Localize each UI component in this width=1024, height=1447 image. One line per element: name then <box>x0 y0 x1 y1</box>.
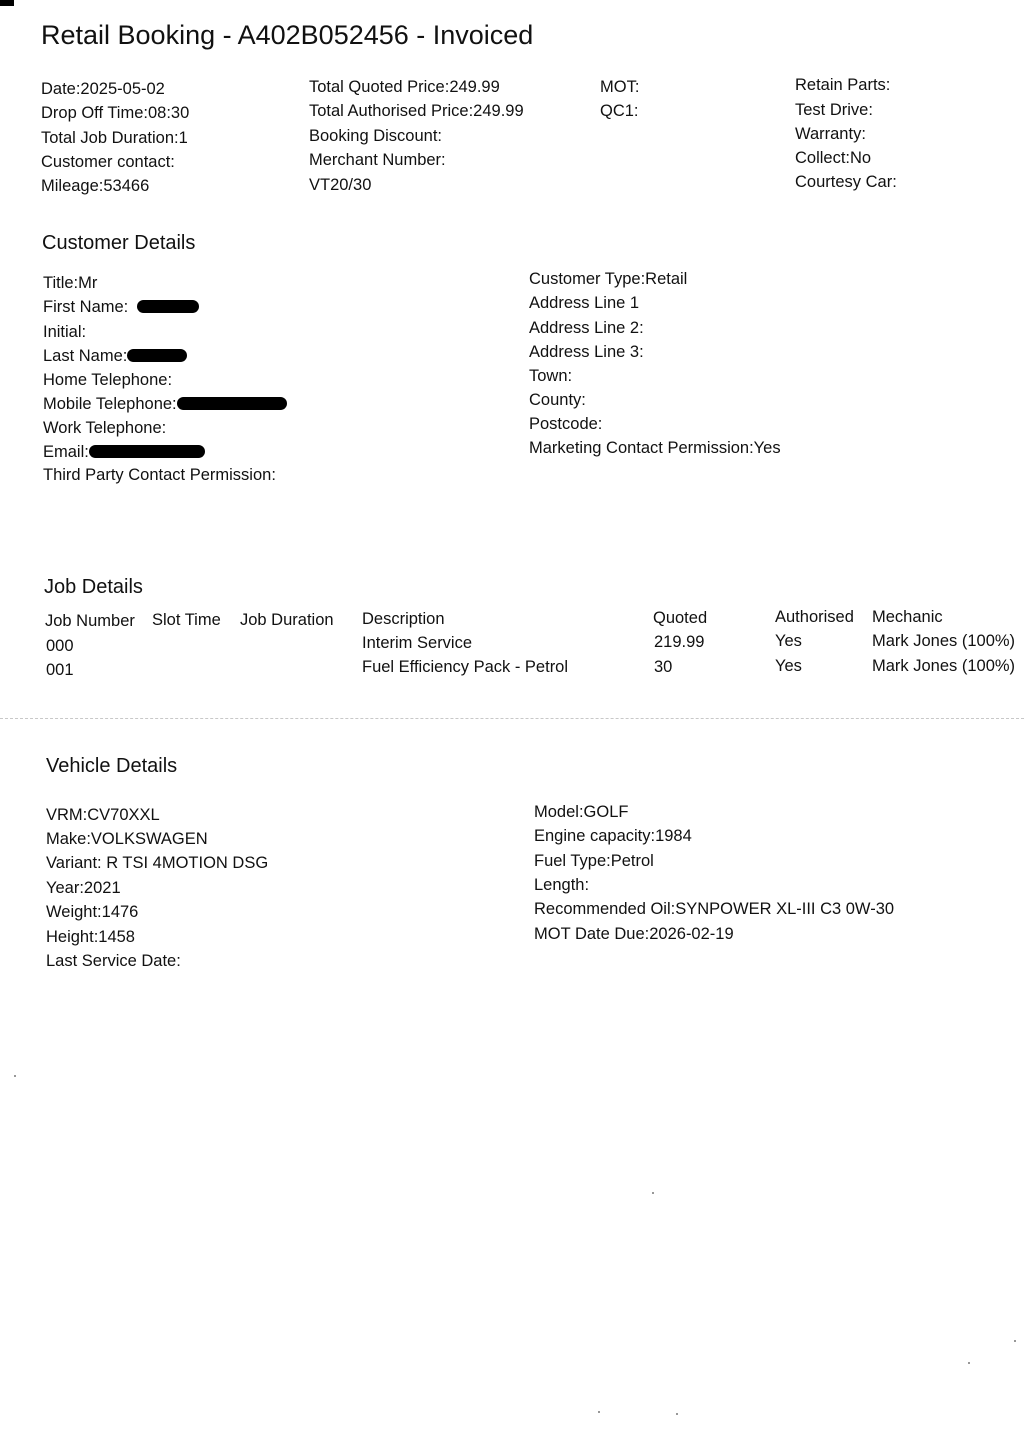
vehicle-recommended-oil: Recommended Oil:SYNPOWER XL-III C3 0W-30 <box>534 900 895 918</box>
vehicle-weight: Weight:1476 <box>46 903 139 921</box>
scan-corner-mark <box>0 0 14 6</box>
summary-date: Date:2025-05-02 <box>41 80 165 98</box>
summary-customer-contact: Customer contact: <box>41 153 175 171</box>
summary-total-authorised-price: Total Authorised Price:249.99 <box>309 102 524 120</box>
customer-third-party-permission: Third Party Contact Permission: <box>43 466 276 484</box>
summary-drop-off-time: Drop Off Time:08:30 <box>41 104 190 122</box>
customer-title: Title:Mr <box>43 274 98 292</box>
summary-total-job-duration: Total Job Duration:1 <box>41 129 188 147</box>
job-header-job-duration: Job Duration <box>240 611 334 629</box>
scan-speck <box>1014 1340 1016 1342</box>
scan-speck <box>652 1192 654 1194</box>
customer-mobile-telephone-label: Mobile Telephone: <box>43 395 177 413</box>
redaction-mark <box>89 445 205 458</box>
job-row-0-mechanic: Mark Jones (100%) <box>872 632 1016 650</box>
vehicle-last-service-date: Last Service Date: <box>46 952 181 970</box>
customer-postcode: Postcode: <box>529 415 603 433</box>
job-row-1-job-number: 001 <box>46 661 74 679</box>
job-row-0-job-number: 000 <box>46 637 74 655</box>
vehicle-length: Length: <box>534 876 590 894</box>
customer-last-name-label: Last Name: <box>43 347 128 365</box>
summary-mileage: Mileage:53466 <box>41 177 150 195</box>
customer-address-line-3: Address Line 3: <box>529 343 644 361</box>
summary-vt-code: VT20/30 <box>309 176 372 194</box>
customer-type: Customer Type:Retail <box>529 270 688 288</box>
summary-booking-discount: Booking Discount: <box>309 127 442 145</box>
summary-qc1: QC1: <box>600 102 639 120</box>
scan-speck <box>968 1362 970 1364</box>
scan-speck <box>676 1413 678 1415</box>
customer-details-heading: Customer Details <box>42 232 196 254</box>
vehicle-model: Model:GOLF <box>534 803 629 821</box>
summary-test-drive: Test Drive: <box>795 101 873 119</box>
job-row-0-description: Interim Service <box>362 634 473 652</box>
customer-work-telephone: Work Telephone: <box>43 419 167 437</box>
job-row-1-authorised: Yes <box>775 657 802 675</box>
job-header-authorised: Authorised <box>775 608 854 626</box>
summary-courtesy-car: Courtesy Car: <box>795 173 897 191</box>
job-header-description: Description <box>362 610 445 628</box>
scan-fold-line <box>0 718 1024 720</box>
customer-marketing-permission: Marketing Contact Permission:Yes <box>529 439 781 457</box>
summary-warranty: Warranty: <box>795 125 866 143</box>
summary-retain-parts: Retain Parts: <box>795 76 891 94</box>
scan-speck <box>598 1411 600 1413</box>
job-details-heading: Job Details <box>44 576 143 598</box>
vehicle-engine-capacity: Engine capacity:1984 <box>534 827 692 845</box>
summary-mot: MOT: <box>600 78 640 96</box>
job-header-mechanic: Mechanic <box>872 608 943 626</box>
customer-address-line-2: Address Line 2: <box>529 319 644 337</box>
customer-last-name <box>43 347 187 366</box>
job-row-0-quoted: 219.99 <box>654 633 705 651</box>
redaction-mark <box>127 349 187 362</box>
redaction-mark <box>137 300 199 313</box>
summary-total-quoted-price: Total Quoted Price:249.99 <box>309 78 500 96</box>
redaction-mark <box>177 397 287 410</box>
vehicle-fuel-type: Fuel Type:Petrol <box>534 852 654 870</box>
vehicle-mot-date-due: MOT Date Due:2026-02-19 <box>534 925 734 943</box>
summary-merchant-number: Merchant Number: <box>309 151 446 169</box>
customer-initial: Initial: <box>43 323 87 341</box>
customer-first-name <box>43 298 199 317</box>
vehicle-height: Height:1458 <box>46 928 135 946</box>
customer-home-telephone: Home Telephone: <box>43 371 173 389</box>
customer-email-label: Email: <box>43 443 89 461</box>
vehicle-year: Year:2021 <box>46 879 121 897</box>
vehicle-variant: Variant: R TSI 4MOTION DSG <box>46 854 269 872</box>
job-row-0-authorised: Yes <box>775 632 802 650</box>
vehicle-make: Make:VOLKSWAGEN <box>46 830 208 848</box>
job-header-slot-time: Slot Time <box>152 611 221 629</box>
vehicle-details-heading: Vehicle Details <box>46 755 178 777</box>
customer-first-name-label: First Name: <box>43 298 129 316</box>
job-header-quoted: Quoted <box>653 609 708 627</box>
customer-mobile-telephone <box>43 395 287 414</box>
customer-county: County: <box>529 391 586 409</box>
document-title: Retail Booking - A402B052456 - Invoiced <box>41 20 534 50</box>
job-header-job-number: Job Number <box>45 612 135 630</box>
customer-town: Town: <box>529 367 573 385</box>
customer-email <box>43 443 205 462</box>
summary-collect: Collect:No <box>795 149 872 167</box>
job-row-1-quoted: 30 <box>654 658 673 676</box>
customer-address-line-1: Address Line 1 <box>529 294 640 312</box>
scan-speck <box>14 1075 16 1077</box>
job-row-1-description: Fuel Efficiency Pack - Petrol <box>362 658 569 676</box>
job-row-1-mechanic: Mark Jones (100%) <box>872 657 1016 675</box>
vehicle-vrm: VRM:CV70XXL <box>46 806 160 824</box>
